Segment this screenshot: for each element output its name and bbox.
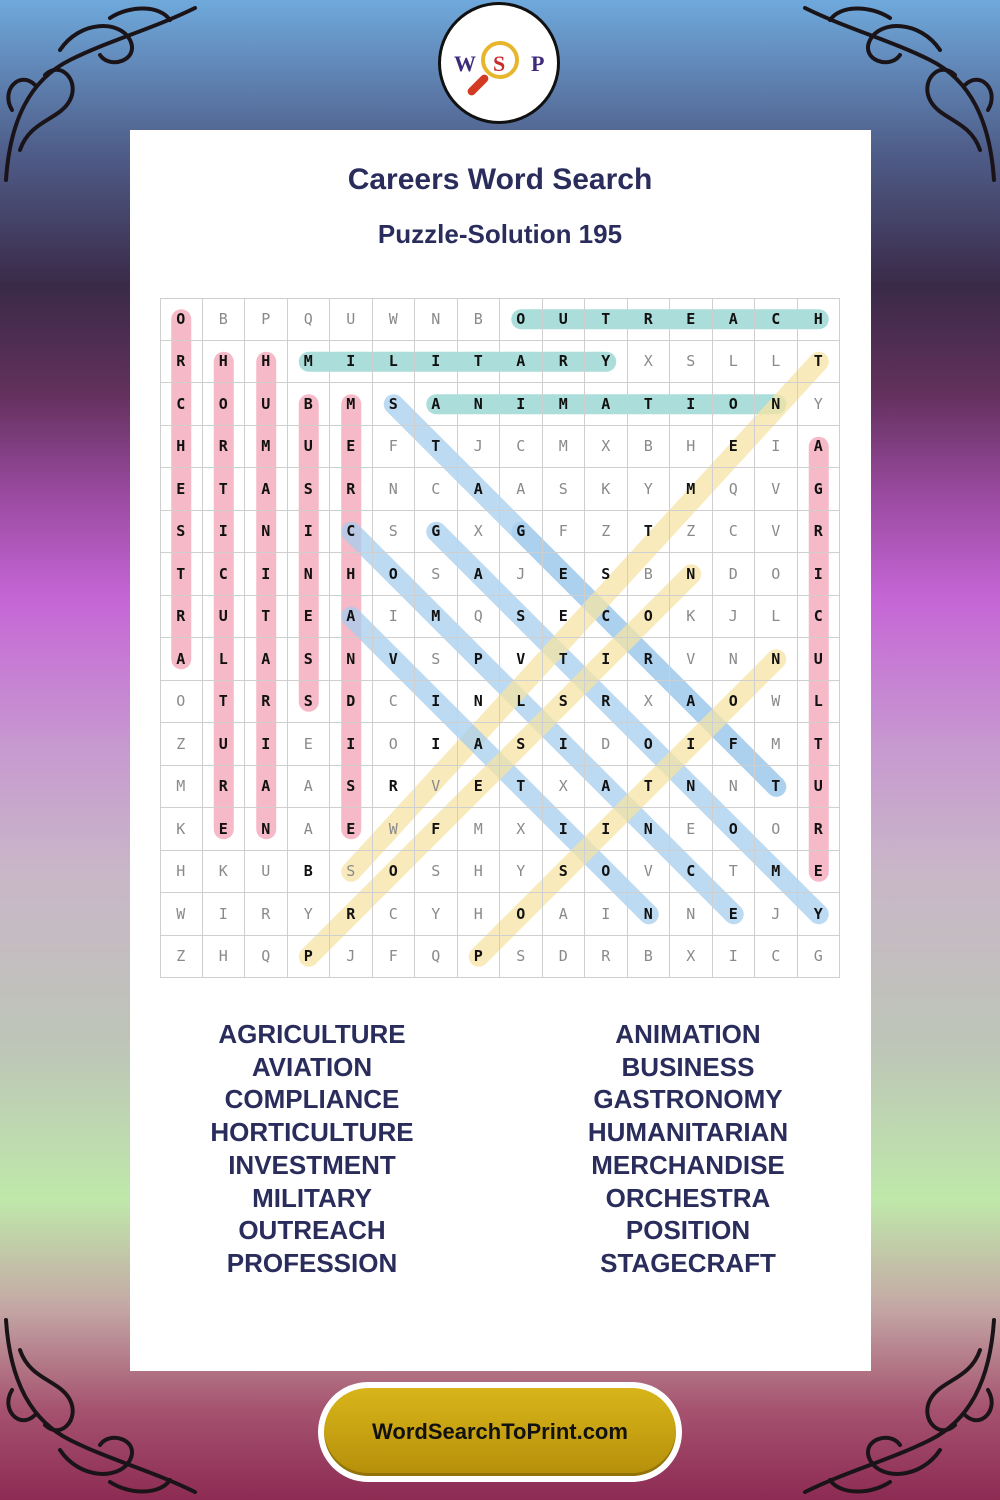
grid-cell[interactable]: M <box>330 383 373 426</box>
grid-cell[interactable]: Y <box>500 851 543 894</box>
grid-cell[interactable]: R <box>203 766 246 809</box>
grid-cell[interactable]: O <box>713 383 756 426</box>
grid-cell[interactable]: I <box>543 723 586 766</box>
grid-cell[interactable]: M <box>288 341 331 384</box>
grid-cell[interactable]: R <box>373 766 416 809</box>
grid-cell[interactable]: U <box>203 596 246 639</box>
grid-cell[interactable]: A <box>585 383 628 426</box>
grid-cell[interactable]: V <box>500 638 543 681</box>
grid-cell[interactable]: O <box>755 808 798 851</box>
grid-cell[interactable]: I <box>415 341 458 384</box>
grid-cell[interactable]: N <box>245 808 288 851</box>
grid-cell[interactable]: X <box>585 426 628 469</box>
grid-cell[interactable]: M <box>245 426 288 469</box>
grid-cell[interactable]: E <box>670 298 713 341</box>
grid-cell[interactable]: S <box>373 383 416 426</box>
grid-cell[interactable]: P <box>245 298 288 341</box>
grid-cell[interactable]: A <box>288 766 331 809</box>
grid-cell[interactable]: C <box>798 596 841 639</box>
grid-cell[interactable]: O <box>713 681 756 724</box>
grid-cell[interactable]: P <box>288 936 331 979</box>
grid-cell[interactable]: E <box>288 596 331 639</box>
page-title: Careers Word Search <box>347 163 653 196</box>
grid-cell[interactable]: F <box>373 936 416 979</box>
grid-cell[interactable]: U <box>798 766 841 809</box>
grid-cell[interactable]: T <box>500 766 543 809</box>
grid-cell[interactable]: X <box>543 766 586 809</box>
grid-cell[interactable]: L <box>713 341 756 384</box>
grid-cell[interactable]: E <box>330 426 373 469</box>
grid-cell[interactable]: D <box>330 681 373 724</box>
grid-cell[interactable]: Y <box>628 468 671 511</box>
grid-cell[interactable]: Q <box>245 936 288 979</box>
grid-cell[interactable]: S <box>543 851 586 894</box>
word-list-item: BUSINESS <box>621 1051 755 1082</box>
grid-cell[interactable]: G <box>500 511 543 554</box>
grid-cell[interactable]: A <box>330 596 373 639</box>
grid-cell[interactable]: M <box>543 426 586 469</box>
grid-cell[interactable]: A <box>458 723 501 766</box>
grid-cell[interactable]: D <box>713 553 756 596</box>
grid-cell[interactable]: C <box>330 511 373 554</box>
grid-cell[interactable]: N <box>670 766 713 809</box>
grid-cell[interactable]: M <box>415 596 458 639</box>
grid-cell[interactable]: R <box>585 681 628 724</box>
grid-cell[interactable]: A <box>543 893 586 936</box>
grid-cell[interactable]: H <box>330 553 373 596</box>
grid-cell[interactable]: M <box>458 808 501 851</box>
grid-cell[interactable]: X <box>670 936 713 979</box>
grid-cell[interactable]: I <box>500 383 543 426</box>
grid-cell[interactable]: N <box>288 553 331 596</box>
grid-cell[interactable]: Q <box>713 468 756 511</box>
grid-cell[interactable]: I <box>543 808 586 851</box>
grid-cell[interactable]: S <box>330 766 373 809</box>
word-list-item: STAGECRAFT <box>600 1247 776 1278</box>
grid-cell[interactable]: O <box>585 851 628 894</box>
grid-cell[interactable]: D <box>543 936 586 979</box>
grid-cell[interactable]: Q <box>458 596 501 639</box>
grid-cell[interactable]: C <box>500 426 543 469</box>
grid-cell[interactable]: R <box>330 468 373 511</box>
grid-cell[interactable]: K <box>585 468 628 511</box>
grid-cell[interactable]: T <box>543 638 586 681</box>
grid-cell[interactable]: Z <box>670 511 713 554</box>
word-list-item: AGRICULTURE <box>218 1019 406 1049</box>
grid-cell[interactable]: N <box>628 893 671 936</box>
grid-cell[interactable]: C <box>415 468 458 511</box>
grid-cell[interactable]: T <box>203 468 246 511</box>
grid-cell[interactable]: A <box>245 638 288 681</box>
grid-cell[interactable]: X <box>458 511 501 554</box>
word-list-item: HUMANITARIAN <box>587 1117 789 1148</box>
grid-cell[interactable]: L <box>203 638 246 681</box>
grid-cell[interactable]: S <box>288 638 331 681</box>
grid-cell[interactable]: A <box>798 426 841 469</box>
grid-cell[interactable]: T <box>755 766 798 809</box>
grid-cell[interactable]: R <box>628 298 671 341</box>
grid-cell[interactable]: L <box>755 596 798 639</box>
grid-cell[interactable]: B <box>288 383 331 426</box>
grid-cell[interactable]: C <box>585 596 628 639</box>
grid-cell[interactable]: Y <box>288 893 331 936</box>
grid-cell[interactable]: H <box>160 426 203 469</box>
grid-cell[interactable]: A <box>245 468 288 511</box>
grid-cell[interactable]: I <box>585 638 628 681</box>
grid-cell[interactable]: L <box>755 341 798 384</box>
grid-cell[interactable]: T <box>415 426 458 469</box>
grid-cell[interactable]: S <box>415 851 458 894</box>
grid-cell[interactable]: C <box>713 511 756 554</box>
grid-cell[interactable]: S <box>288 681 331 724</box>
grid-cell[interactable]: V <box>755 511 798 554</box>
grid-cell[interactable]: N <box>755 383 798 426</box>
grid-cell[interactable]: E <box>288 723 331 766</box>
word-list-item: INVESTMENT <box>228 1149 396 1180</box>
page-subtitle: Puzzle-Solution 195 <box>377 219 623 249</box>
grid-cell[interactable]: H <box>203 936 246 979</box>
grid-cell[interactable]: R <box>798 511 841 554</box>
grid-cell[interactable]: N <box>458 383 501 426</box>
grid-cell[interactable]: O <box>755 553 798 596</box>
word-list-item: MILITARY <box>252 1182 372 1213</box>
word-list-item: POSITION <box>625 1215 751 1246</box>
grid-cell[interactable]: Z <box>160 723 203 766</box>
grid-cell[interactable]: U <box>203 723 246 766</box>
grid-cell[interactable]: B <box>288 851 331 894</box>
grid-cell[interactable]: E <box>458 766 501 809</box>
grid-cell[interactable]: B <box>458 298 501 341</box>
grid-cell[interactable]: P <box>458 936 501 979</box>
grid-cell[interactable]: I <box>288 511 331 554</box>
grid-cell[interactable]: G <box>798 468 841 511</box>
grid-cell[interactable]: A <box>670 681 713 724</box>
grid-cell[interactable]: M <box>755 723 798 766</box>
grid-cell[interactable]: N <box>670 893 713 936</box>
grid-cell[interactable]: R <box>798 808 841 851</box>
grid-cell[interactable]: M <box>670 468 713 511</box>
grid-cell[interactable]: Z <box>160 936 203 979</box>
logo-letter-w: W <box>454 51 476 76</box>
grid-cell[interactable]: V <box>415 766 458 809</box>
grid-cell[interactable]: Y <box>415 893 458 936</box>
grid-cell[interactable]: C <box>670 851 713 894</box>
grid-cell[interactable]: B <box>628 553 671 596</box>
grid-cell[interactable]: R <box>330 893 373 936</box>
grid-cell[interactable]: E <box>330 808 373 851</box>
grid-cell[interactable]: S <box>543 468 586 511</box>
grid-cell[interactable]: R <box>160 596 203 639</box>
grid-cell[interactable]: Z <box>585 511 628 554</box>
grid-cell[interactable]: T <box>628 766 671 809</box>
grid-cell[interactable]: E <box>798 851 841 894</box>
word-list-item: ORCHESTRA <box>605 1182 771 1213</box>
grid-cell[interactable]: H <box>245 341 288 384</box>
word-search-grid <box>160 298 840 978</box>
grid-cell[interactable]: U <box>798 638 841 681</box>
grid-cell[interactable]: O <box>628 596 671 639</box>
grid-cell[interactable]: S <box>500 596 543 639</box>
grid-cell[interactable]: N <box>373 468 416 511</box>
grid-cell[interactable]: S <box>373 511 416 554</box>
grid-cell[interactable]: T <box>628 511 671 554</box>
grid-cell[interactable]: J <box>458 426 501 469</box>
logo-letter-s: S <box>493 51 506 76</box>
grid-cell[interactable]: T <box>203 681 246 724</box>
grid-cell[interactable]: N <box>713 766 756 809</box>
grid-cell[interactable]: A <box>288 808 331 851</box>
grid-cell[interactable]: V <box>755 468 798 511</box>
grid-cell[interactable]: I <box>373 596 416 639</box>
grid-cell[interactable]: I <box>245 553 288 596</box>
grid-cell[interactable]: S <box>288 468 331 511</box>
grid-cell[interactable]: T <box>245 596 288 639</box>
grid-cell[interactable]: R <box>245 893 288 936</box>
word-list-item: ANIMATION <box>615 1019 761 1049</box>
grid-cell[interactable]: J <box>713 596 756 639</box>
grid-cell[interactable]: O <box>628 723 671 766</box>
grid-cell[interactable]: E <box>543 596 586 639</box>
grid-cell[interactable]: A <box>458 468 501 511</box>
grid-cell[interactable]: C <box>755 298 798 341</box>
grid-cell[interactable]: I <box>245 723 288 766</box>
grid-cell[interactable]: A <box>500 468 543 511</box>
grid-cell[interactable]: F <box>713 723 756 766</box>
grid-cell[interactable]: T <box>628 383 671 426</box>
grid-cell[interactable]: O <box>500 298 543 341</box>
grid-cell[interactable]: X <box>628 341 671 384</box>
grid-cell[interactable]: L <box>373 341 416 384</box>
grid-cell[interactable]: B <box>628 936 671 979</box>
grid-cell[interactable]: S <box>670 341 713 384</box>
grid-cell[interactable]: A <box>713 298 756 341</box>
grid-cell[interactable]: G <box>415 511 458 554</box>
word-list-item: COMPLIANCE <box>224 1084 400 1115</box>
grid-cell[interactable]: W <box>373 298 416 341</box>
grid-cell[interactable]: M <box>755 851 798 894</box>
grid-cell[interactable]: O <box>373 851 416 894</box>
grid-cell[interactable]: H <box>458 851 501 894</box>
grid-cell[interactable]: L <box>500 681 543 724</box>
grid-cell[interactable]: I <box>415 681 458 724</box>
grid-cell[interactable]: M <box>543 383 586 426</box>
grid-cell[interactable]: C <box>160 383 203 426</box>
grid-cell[interactable]: A <box>415 383 458 426</box>
grid-cell[interactable]: O <box>713 808 756 851</box>
site-logo[interactable] <box>438 2 560 124</box>
grid-cell[interactable]: Q <box>415 936 458 979</box>
grid-cell[interactable]: C <box>373 893 416 936</box>
grid-cell[interactable]: E <box>670 808 713 851</box>
grid-cell[interactable]: F <box>373 426 416 469</box>
word-list-item: PROFESSION <box>226 1247 398 1278</box>
grid-cell[interactable]: V <box>670 638 713 681</box>
grid-cell[interactable]: T <box>160 553 203 596</box>
grid-cell[interactable]: L <box>798 681 841 724</box>
grid-cell[interactable]: N <box>755 638 798 681</box>
grid-cell[interactable]: J <box>330 936 373 979</box>
grid-cell[interactable]: I <box>203 511 246 554</box>
word-list-item: MERCHANDISE <box>591 1149 785 1180</box>
grid-cell[interactable]: I <box>713 936 756 979</box>
grid-cell[interactable]: H <box>670 426 713 469</box>
grid-cell[interactable]: B <box>203 298 246 341</box>
grid-cell[interactable]: K <box>203 851 246 894</box>
grid-cell[interactable]: J <box>500 553 543 596</box>
grid-cell[interactable]: R <box>160 341 203 384</box>
grid-cell[interactable]: U <box>245 851 288 894</box>
grid-cell[interactable]: I <box>670 383 713 426</box>
grid-cell[interactable]: W <box>755 681 798 724</box>
grid-cell[interactable]: M <box>160 766 203 809</box>
grid-cell[interactable]: Q <box>288 298 331 341</box>
logo-letter-p: P <box>531 51 545 76</box>
grid-cell[interactable]: O <box>203 383 246 426</box>
grid-cell[interactable]: R <box>543 341 586 384</box>
grid-cell[interactable]: H <box>203 341 246 384</box>
grid-cell[interactable]: N <box>628 808 671 851</box>
word-list-item: OUTREACH <box>238 1215 386 1246</box>
grid-cell[interactable]: O <box>160 298 203 341</box>
grid-cell[interactable]: S <box>415 553 458 596</box>
grid-cell[interactable]: T <box>585 298 628 341</box>
grid-cell[interactable]: N <box>713 638 756 681</box>
grid-cell[interactable]: W <box>373 808 416 851</box>
grid-cell[interactable]: Y <box>585 341 628 384</box>
grid-cell[interactable]: S <box>585 553 628 596</box>
grid-cell[interactable]: N <box>415 298 458 341</box>
grid-cell[interactable]: I <box>585 893 628 936</box>
grid-cell[interactable]: Y <box>798 383 841 426</box>
grid-cell[interactable]: I <box>798 553 841 596</box>
grid-cell[interactable]: X <box>628 681 671 724</box>
grid-cell[interactable]: R <box>628 638 671 681</box>
grid-cell[interactable]: A <box>245 766 288 809</box>
grid-cell[interactable]: E <box>713 893 756 936</box>
grid-cell[interactable]: V <box>373 638 416 681</box>
grid-cell[interactable]: S <box>500 936 543 979</box>
grid-cell[interactable]: A <box>585 766 628 809</box>
grid-cell[interactable]: S <box>160 511 203 554</box>
grid-cell[interactable]: H <box>458 893 501 936</box>
grid-cell[interactable]: A <box>458 553 501 596</box>
grid-cell[interactable]: F <box>415 808 458 851</box>
grid-cell[interactable]: X <box>500 808 543 851</box>
grid-cell[interactable]: I <box>755 426 798 469</box>
site-link-button[interactable] <box>318 1382 682 1482</box>
grid-cell[interactable]: H <box>798 298 841 341</box>
grid-cell[interactable]: S <box>543 681 586 724</box>
site-link-label: WordSearchToPrint.com <box>324 1388 676 1476</box>
grid-cell[interactable]: O <box>373 553 416 596</box>
grid-cell[interactable]: O <box>500 893 543 936</box>
grid-cell[interactable]: W <box>160 893 203 936</box>
grid-cell[interactable]: T <box>713 851 756 894</box>
grid-cell[interactable]: F <box>543 511 586 554</box>
grid-cell[interactable]: I <box>330 723 373 766</box>
grid-cell[interactable]: U <box>288 426 331 469</box>
grid-cell[interactable]: N <box>330 638 373 681</box>
grid-cell[interactable]: Y <box>798 893 841 936</box>
grid-cell[interactable]: K <box>670 596 713 639</box>
grid-cell[interactable]: I <box>330 341 373 384</box>
letter-grid <box>160 298 840 978</box>
grid-cell[interactable]: J <box>755 893 798 936</box>
grid-cell[interactable]: C <box>755 936 798 979</box>
grid-cell[interactable]: A <box>500 341 543 384</box>
grid-cell[interactable]: D <box>585 723 628 766</box>
grid-cell[interactable]: K <box>160 808 203 851</box>
word-list-item: GASTRONOMY <box>593 1084 783 1115</box>
grid-cell[interactable]: E <box>713 426 756 469</box>
word-list-left <box>152 1018 472 1280</box>
grid-cell[interactable]: A <box>160 638 203 681</box>
grid-cell[interactable]: S <box>500 723 543 766</box>
grid-cell[interactable]: T <box>798 723 841 766</box>
grid-cell[interactable]: I <box>670 723 713 766</box>
grid-cell[interactable]: H <box>160 851 203 894</box>
grid-cell[interactable]: U <box>330 298 373 341</box>
grid-cell[interactable]: G <box>798 936 841 979</box>
grid-cell[interactable]: V <box>628 851 671 894</box>
grid-cell[interactable]: T <box>458 341 501 384</box>
grid-cell[interactable]: O <box>373 723 416 766</box>
grid-cell[interactable]: R <box>245 681 288 724</box>
word-list-item: AVIATION <box>251 1051 373 1082</box>
grid-cell[interactable]: U <box>543 298 586 341</box>
grid-cell[interactable]: N <box>458 681 501 724</box>
grid-cell[interactable]: N <box>245 511 288 554</box>
grid-cell[interactable]: P <box>458 638 501 681</box>
grid-cell[interactable]: C <box>203 553 246 596</box>
grid-cell[interactable]: I <box>585 808 628 851</box>
grid-cell[interactable]: R <box>585 936 628 979</box>
grid-cell[interactable]: E <box>203 808 246 851</box>
grid-cell[interactable]: R <box>203 426 246 469</box>
grid-cell[interactable]: I <box>415 723 458 766</box>
grid-cell[interactable]: E <box>543 553 586 596</box>
grid-cell[interactable]: E <box>160 468 203 511</box>
word-list-right <box>528 1018 848 1280</box>
word-list-item: HORTICULTURE <box>210 1117 414 1148</box>
grid-cell[interactable]: T <box>798 341 841 384</box>
grid-cell[interactable]: I <box>203 893 246 936</box>
grid-cell[interactable]: S <box>330 851 373 894</box>
grid-cell[interactable]: U <box>245 383 288 426</box>
grid-cell[interactable]: N <box>670 553 713 596</box>
grid-cell[interactable]: C <box>373 681 416 724</box>
grid-cell[interactable]: O <box>160 681 203 724</box>
grid-cell[interactable]: B <box>628 426 671 469</box>
grid-cell[interactable]: S <box>415 638 458 681</box>
